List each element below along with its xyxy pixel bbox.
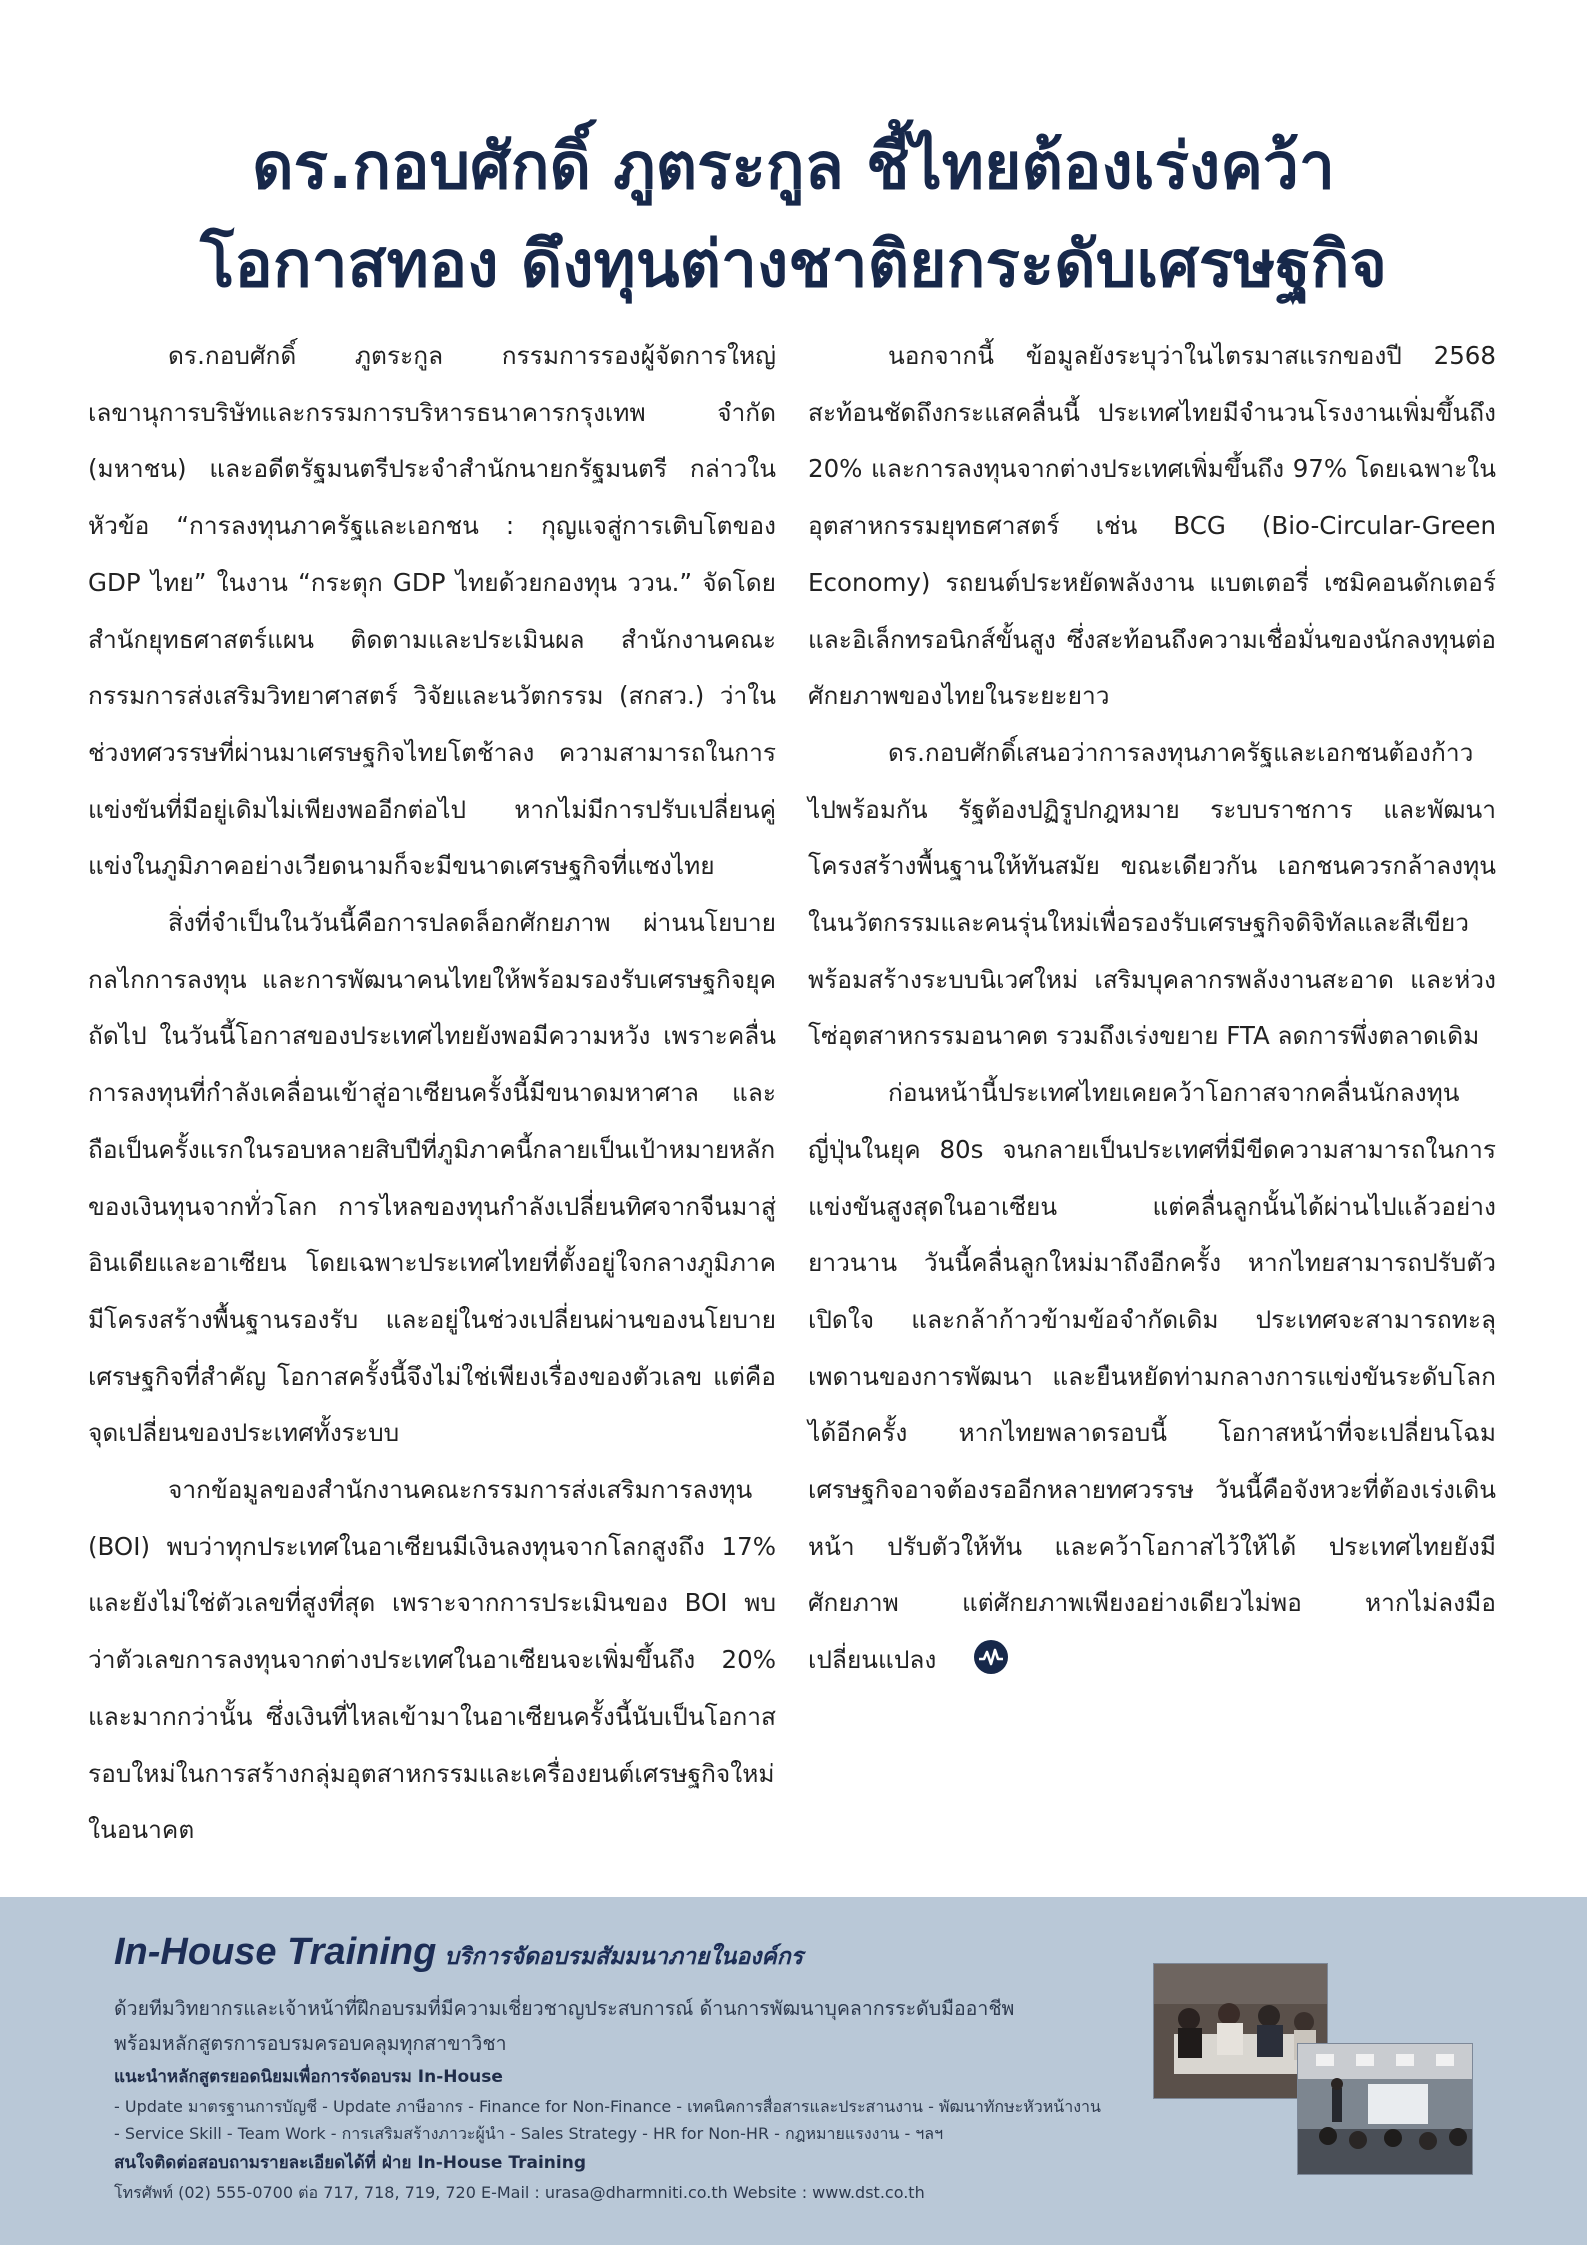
left-column — [88, 328, 776, 1859]
right-paragraph-1: นอกจากนี้ ข้อมูลยังระบุว่าในไตรมาสแรกของปี 2568 สะท้อนชัดถึงกระแสคลื่นนี้ ประเทศไทยมีจำนวนโรงงานเพิ่มขึ้นถึง 20% และการลงทุนจากต่างประเทศเพิ่มขึ้นถึง 97% โดยเฉพาะในอุตสาหกรรมยุทธศาสตร์ เช่น BCG (Bio-Circular-Green Economy) รถยนต์ประหยัดพลังงาน แบตเตอรี่ เซมิคอนดักเตอร์ และอิเล็กทรอนิกส์ขั้นสูง ซึ่งสะท้อนถึงความเชื่อมั่นของนักลงทุนต่อศักยภาพของไทยในระยะยาว — [808, 341, 1496, 711]
left-paragraph-2: สิ่งที่จำเป็นในวันนี้คือการปลดล็อกศักยภาพ ผ่านนโยบายกลไกการลงทุน และการพัฒนาคนไทยให้พร้อมรองรับเศรษฐกิจยุคถัดไป ในวันนี้โอกาสของประเทศไทยยังพอมีความหวัง เพราะคลื่นการลงทุนที่กำลังเคลื่อนเข้าสู่อาเซียนครั้งนี้มีขนาดมหาศาล และถือเป็นครั้งแรกในรอบหลายสิบปีที่ภูมิภาคนี้กลายเป็นเป้าหมายหลักของเงินทุนจากทั่วโลก การไหลของทุนกำลังเปลี่ยนทิศจากจีนมาสู่อินเดียและอาเซียน โดยเฉพาะประเทศไทยที่ตั้งอยู่ใจกลางภูมิภาค มีโครงสร้างพื้นฐานรองรับ และอยู่ในช่วงเปลี่ยนผ่านของนโยบายเศรษฐกิจที่สำคัญ โอกาสครั้งนี้จึงไม่ใช่เพียงเรื่องของตัวเลข แต่คือจุดเปลี่ยนของประเทศทั้งระบบ — [88, 908, 776, 1448]
right-column — [808, 328, 1496, 1689]
headline-line-1: ดร.กอบศักดิ์ ภูตระกูล ชี้ไทยต้องเร่งคว้า — [252, 130, 1335, 204]
headline-line-2: โอกาสทอง ดึงทุนต่างชาติยกระดับเศรษฐกิจ — [200, 228, 1387, 302]
ad-brand: In-House Training — [114, 1931, 437, 1973]
seminar-room-photo — [1297, 2043, 1473, 2175]
article-headline — [100, 118, 1487, 314]
left-paragraph-3: จากข้อมูลของสำนักงานคณะกรรมการส่งเสริมการลงทุน (BOI) พบว่าทุกประเทศในอาเซียนมีเงินลงทุนจากโลกสูงถึง 17% และยังไม่ใช่ตัวเลขที่สูงที่สุด เพราะจากการประเมินของ BOI พบว่าตัวเลขการลงทุนจากต่างประเทศในอาเซียนจะเพิ่มขึ้นถึง 20% และมากกว่านั้น ซึ่งเงินที่ไหลเข้ามาในอาเซียนครั้งนี้นับเป็นโอกาสรอบใหม่ในการสร้างกลุ่มอุตสาหกรรมและเครื่องยนต์เศรษฐกิจใหม่ในอนาคต — [88, 1475, 776, 1845]
ad-subtitle: บริการจัดอบรมสัมมนาภายในองค์กร — [444, 1944, 804, 1970]
ad-course-heading: แนะนำหลักสูตรยอดนิยมเพื่อการจัดอบรม In-House — [114, 2067, 503, 2087]
ad-body — [114, 1991, 1134, 2206]
ad-courses-1: - Update มาตรฐานการบัญชี - Update ภาษีอากร - Finance for Non-Finance - เทคนิคการสื่อสารและประสานงาน - พัฒนาทักษะหัวหน้างาน — [114, 2097, 1101, 2116]
in-house-training-ad — [0, 1897, 1587, 2245]
ad-title — [114, 1931, 803, 1975]
wave-end-mark-icon — [974, 1640, 1008, 1674]
right-paragraph-2: ดร.กอบศักดิ์เสนอว่าการลงทุนภาครัฐและเอกชนต้องก้าวไปพร้อมกัน รัฐต้องปฏิรูปกฎหมาย ระบบราชการ และพัฒนาโครงสร้างพื้นฐานให้ทันสมัย ขณะเดียวกัน เอกชนควรกล้าลงทุนในนวัตกรรมและคนรุ่นใหม่เพื่อรองรับเศรษฐกิจดิจิทัลและสีเขียว พร้อมสร้างระบบนิเวศใหม่ เสริมบุคลากรพลังงานสะอาด และห่วงโซ่อุตสาหกรรมอนาคต รวมถึงเร่งขยาย FTA ลดการพึ่งตลาดเดิม — [808, 737, 1496, 1051]
right-paragraph-3 — [808, 1065, 1496, 1689]
left-paragraph-1: ดร.กอบศักดิ์ ภูตระกูล กรรมการรองผู้จัดการใหญ่ เลขานุการบริษัทและกรรมการบริหารธนาคารกรุงเทพ จำกัด (มหาชน) และอดีตรัฐมนตรีประจำสำนักนายกรัฐมนตรี กล่าวในหัวข้อ “การลงทุนภาครัฐและเอกชน : กุญแจสู่การเติบโตของ GDP ไทย” ในงาน “กระตุก GDP ไทยด้วยกองทุน ววน.” จัดโดย สำนักยุทธศาสตร์แผน ติดตามและประเมินผล สำนักงานคณะกรรมการส่งเสริมวิทยาศาสตร์ วิจัยและนวัตกรรม (สกสว.) ว่าในช่วงทศวรรษที่ผ่านมาเศรษฐกิจไทยโตช้าลง ความสามารถในการแข่งขันที่มีอยู่เดิมไม่เพียงพออีกต่อไป หากไม่มีการปรับเปลี่ยนคู่แข่งในภูมิภาคอย่างเวียดนามก็จะมีขนาดเศรษฐกิจที่แซงไทย — [88, 341, 776, 881]
right-paragraph-3-text: ก่อนหน้านี้ประเทศไทยเคยคว้าโอกาสจากคลื่นนักลงทุนญี่ปุ่นในยุค 80s จนกลายเป็นประเทศที่มีขีดความสามารถในการแข่งขันสูงสุดในอาเซียน แต่คลื่นลูกนั้นได้ผ่านไปแล้วอย่างยาวนาน วันนี้คลื่นลูกใหม่มาถึงอีกครั้ง หากไทยสามารถปรับตัว เปิดใจ และกล้าก้าวข้ามข้อจำกัดเดิม ประเทศจะสามารถทะลุเพดานของการพัฒนา และยืนหยัดท่ามกลางการแข่งขันระดับโลกได้อีกครั้ง หากไทยพลาดรอบนี้ โอกาสหน้าที่จะเปลี่ยนโฉมเศรษฐกิจอาจต้องรออีกหลายทศวรรษ วันนี้คือจังหวะที่ต้องเร่งเดินหน้า ปรับตัวให้ทัน และคว้าโอกาสไว้ให้ได้ ประเทศไทยยังมีศักยภาพ แต่ศักยภาพเพียงอย่างเดียวไม่พอ หากไม่ลงมือเปลี่ยนแปลง — [808, 1078, 1496, 1675]
ad-contact-heading: สนใจติดต่อสอบถามรายละเอียดได้ที่ ฝ่าย In-House Training — [114, 2153, 586, 2173]
ad-contact-details: โทรศัพท์ (02) 555-0700 ต่อ 717, 718, 719, 720 E-Mail : urasa@dharmniti.co.th Website : www.dst.co.th — [114, 2183, 925, 2202]
ad-courses-2: - Service Skill - Team Work - การเสริมสร้างภาวะผู้นำ - Sales Strategy - HR for Non-HR - กฎหมายแรงงาน - ฯลฯ — [114, 2124, 944, 2143]
ad-description-2: พร้อมหลักสูตรการอบรมครอบคลุมทุกสาขาวิชา — [114, 2032, 507, 2055]
ad-description-1: ด้วยทีมวิทยากรและเจ้าหน้าที่ฝึกอบรมที่มีความเชี่ยวชาญประสบการณ์ ด้านการพัฒนาบุคลากรระดับมืออาชีพ — [114, 1997, 1015, 2020]
